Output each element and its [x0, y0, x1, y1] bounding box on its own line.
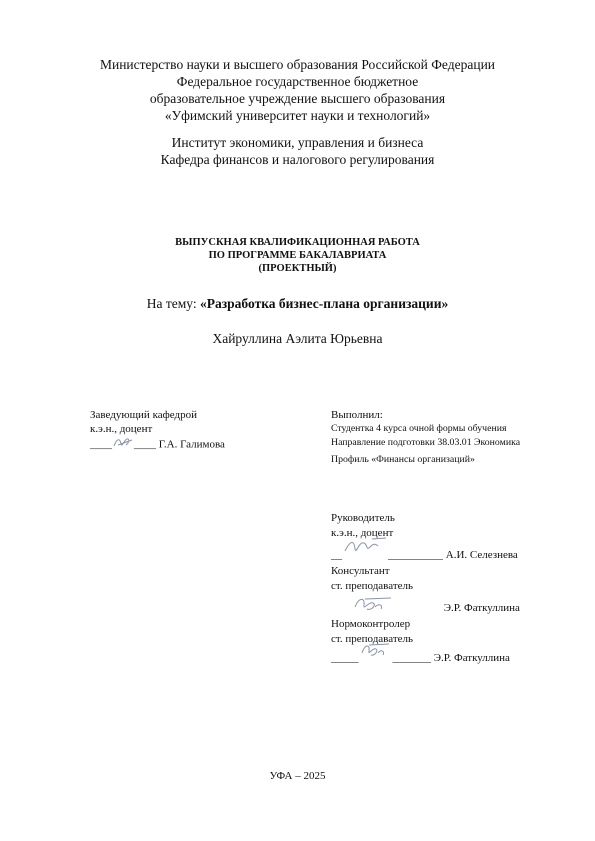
norm-controller-role: Нормоконтролер — [331, 618, 411, 630]
performer-label: Выполнил: — [331, 409, 383, 421]
consultant-name: Э.Р. Фаткуллина — [443, 602, 520, 615]
handwritten-signature-icon — [342, 535, 388, 563]
work-type-line: ПО ПРОГРАММЕ БАКАЛАВРИАТА — [208, 250, 387, 261]
header-line: «Уфимский университет науки и технологий» — [164, 108, 431, 123]
author-name: Хайруллина Аэлита Юрьевна — [212, 331, 383, 346]
header-line: Министерство науки и высшего образования Российской Федерации — [99, 57, 496, 72]
hod-signature-line — [90, 436, 225, 454]
performer-course: Студентка 4 курса очной формы обучения — [331, 423, 507, 434]
work-type-line: ВЫПУСКНАЯ КВАЛИФИКАЦИОННАЯ РАБОТА — [175, 237, 420, 248]
supervisor-name: А.И. Селезнева — [445, 549, 518, 561]
hod-line-right: ____ — [134, 438, 156, 451]
hod-degree: к.э.н., доцент — [90, 423, 153, 435]
signers-block — [331, 511, 520, 668]
header-line: Федеральное государственное бюджетное — [176, 74, 419, 89]
supervisor-degree: к.э.н., доцент — [331, 526, 394, 539]
performer-block — [331, 408, 520, 467]
supervisor-line-right: __________ — [388, 549, 443, 561]
supervisor-line-left: __ — [331, 549, 342, 561]
theme-line — [0, 295, 595, 312]
norm-controller-degree: ст. преподаватель — [331, 632, 414, 645]
consultant-signature-line — [331, 593, 520, 617]
hod-role: Заведующий кафедрой — [90, 409, 197, 421]
institute-line: Институт экономики, управления и бизнеса — [171, 135, 424, 150]
header-line: образовательное учреждение высшего образования — [149, 91, 446, 106]
theme-title: «Разработка бизнес-плана организации» — [200, 296, 449, 311]
norm-controller-signature-line — [331, 648, 520, 668]
head-of-department-block — [90, 408, 225, 454]
consultant-degree: ст. преподаватель — [331, 579, 414, 592]
handwritten-signature-icon — [112, 436, 134, 454]
consultant-role: Консультант — [331, 565, 390, 577]
norm-controller-line-right: _______ — [392, 652, 431, 664]
performer-direction: Направление подготовки 38.03.01 Экономика — [331, 437, 521, 448]
institute-header — [0, 134, 595, 168]
handwritten-signature-icon — [359, 640, 393, 667]
department-line: Кафедра финансов и налогового регулирования — [160, 152, 435, 167]
supervisor-signature-line — [331, 546, 520, 564]
performer-profile: Профиль «Финансы организаций» — [331, 454, 475, 465]
ministry-header — [0, 56, 595, 124]
city-year: УФА – 2025 — [269, 770, 326, 782]
norm-controller-line-left: _____ — [331, 652, 359, 664]
theme-prefix: На тему: — [146, 296, 200, 311]
norm-controller-name: Э.Р. Фаткуллина — [433, 652, 510, 664]
hod-name: Г.А. Галимова — [158, 438, 225, 451]
supervisor-role: Руководитель — [331, 512, 395, 524]
work-type-line: (ПРОЕКТНЫЙ) — [258, 263, 337, 274]
hod-line-left: ____ — [90, 438, 112, 451]
work-type — [0, 236, 595, 275]
